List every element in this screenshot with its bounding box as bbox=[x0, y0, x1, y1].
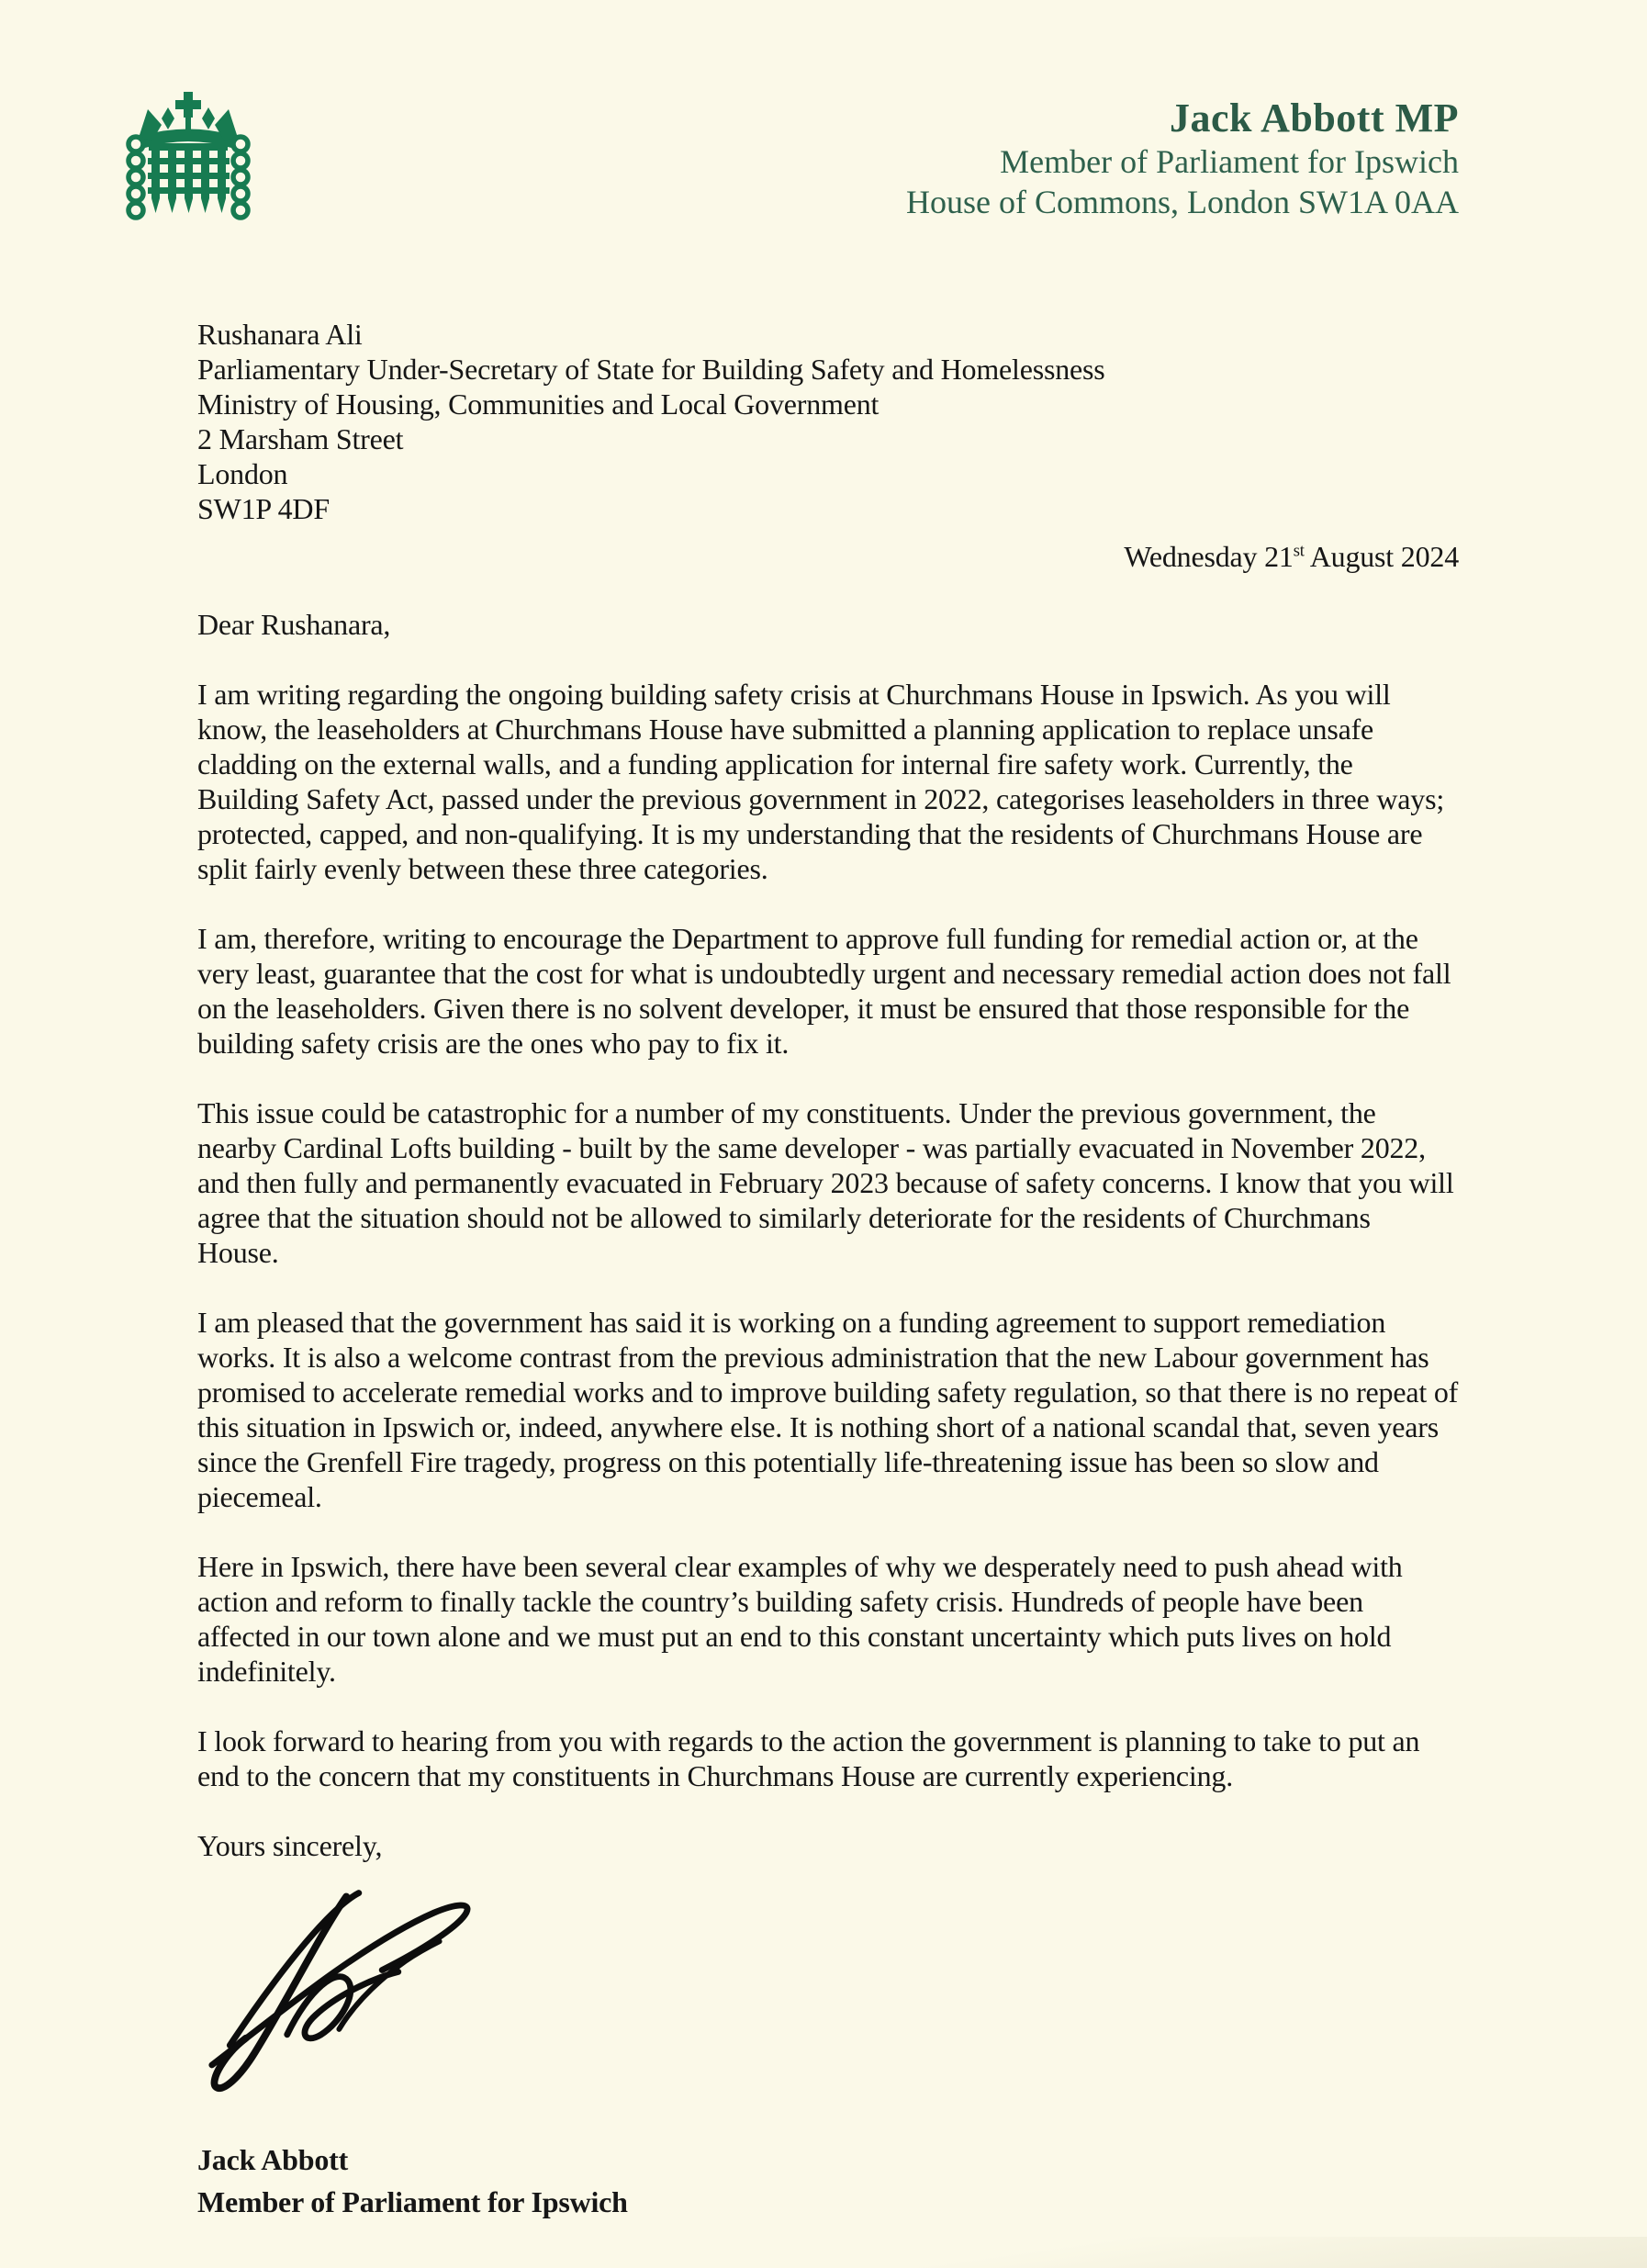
recipient-name: Rushanara Ali bbox=[197, 318, 363, 351]
date-prefix: Wednesday 21 bbox=[1124, 540, 1294, 573]
recipient-department: Ministry of Housing, Communities and Local Government bbox=[197, 387, 880, 421]
recipient-title: Parliamentary Under-Secretary of State for Building Safety and Homelessness bbox=[197, 353, 1105, 386]
recipient-postcode: SW1P 4DF bbox=[197, 492, 330, 525]
letterhead-text bbox=[906, 90, 1459, 222]
recipient-address-block bbox=[197, 317, 1459, 526]
mp-name: Jack Abbott MP bbox=[1170, 95, 1459, 140]
salutation: Dear Rushanara, bbox=[197, 608, 391, 641]
date-suffix: August 2024 bbox=[1304, 540, 1459, 573]
body-paragraph-3: This issue could be catastrophic for a number of my constituents. Under the previous government, the nearby Cardinal Lofts building - built by the same developer - was partially evacuated in November 2022, and then fully and permanently evacuated in February 2023 because of safety concerns. I know that you will agree that the situation should not be allowed to similarly deteriorate for the residents of Churchmans House. bbox=[197, 1096, 1454, 1269]
page-bottom-shadow bbox=[514, 2237, 1647, 2268]
body-paragraph-1: I am writing regarding the ongoing building safety crisis at Churchmans House in Ipswich. As you will know, the leaseholders at Churchmans House have submitted a planning application to replace unsafe cladding on the external walls, and a funding application for internal fire safety work. Currently, the Building Safety Act, passed under the previous government in 2022, categorises leaseholders in three ways; protected, capped, and non-qualifying. It is my understanding that the residents of Churchmans House are split fairly evenly between these three categories. bbox=[197, 678, 1445, 885]
mp-title: Member of Parliament for Ipswich bbox=[1000, 143, 1459, 180]
recipient-street: 2 Marsham Street bbox=[197, 422, 404, 455]
valediction: Yours sincerely, bbox=[197, 1829, 383, 1862]
recipient-city: London bbox=[197, 457, 288, 490]
date-line bbox=[197, 539, 1459, 574]
mp-address: House of Commons, London SW1A 0AA bbox=[906, 184, 1459, 220]
body-paragraph-5: Here in Ipswich, there have been several clear examples of why we desperately need to push ahead with action and reform to finally tackle the country’s building safety crisis. Hundreds of people have been affected in our town alone and we must put an end to this constant uncertainty which puts lives on hold indefinitely. bbox=[197, 1550, 1403, 1688]
body-paragraph-6: I look forward to hearing from you with regards to the action the government is planning to take to put an end to the concern that my constituents in Churchmans House are currently experiencing. bbox=[197, 1724, 1420, 1792]
date-ordinal: st bbox=[1293, 541, 1305, 561]
signer-name: Jack Abbott bbox=[197, 2143, 349, 2176]
signer-role: Member of Parliament for Ipswich bbox=[197, 2185, 628, 2218]
body-paragraph-2: I am, therefore, writing to encourage the Department to approve full funding for remedial action or, at the very least, guarantee that the cost for what is undoubtedly urgent and necessary remedial action does not fall on the leaseholders. Given there is no solvent developer, it must be ensured that those responsible for the building safety crisis are the ones who pay to fix it. bbox=[197, 922, 1451, 1060]
signature-image bbox=[205, 1876, 500, 2102]
letterhead bbox=[124, 90, 1459, 232]
letter-body bbox=[197, 317, 1459, 2223]
body-paragraph-4: I am pleased that the government has said it is working on a funding agreement to support remediation works. It is also a welcome contrast from the previous administration that the new Labour government has promised to accelerate remedial works and to improve building safety regulation, so that there is no repeat of this situation in Ipswich or, indeed, anywhere else. It is nothing short of a national scandal that, seven years since the Grenfell Fire tragedy, progress on this potentially life-threatening issue has been so slow and piecemeal. bbox=[197, 1306, 1459, 1513]
portcullis-crown-logo-icon bbox=[124, 90, 252, 232]
